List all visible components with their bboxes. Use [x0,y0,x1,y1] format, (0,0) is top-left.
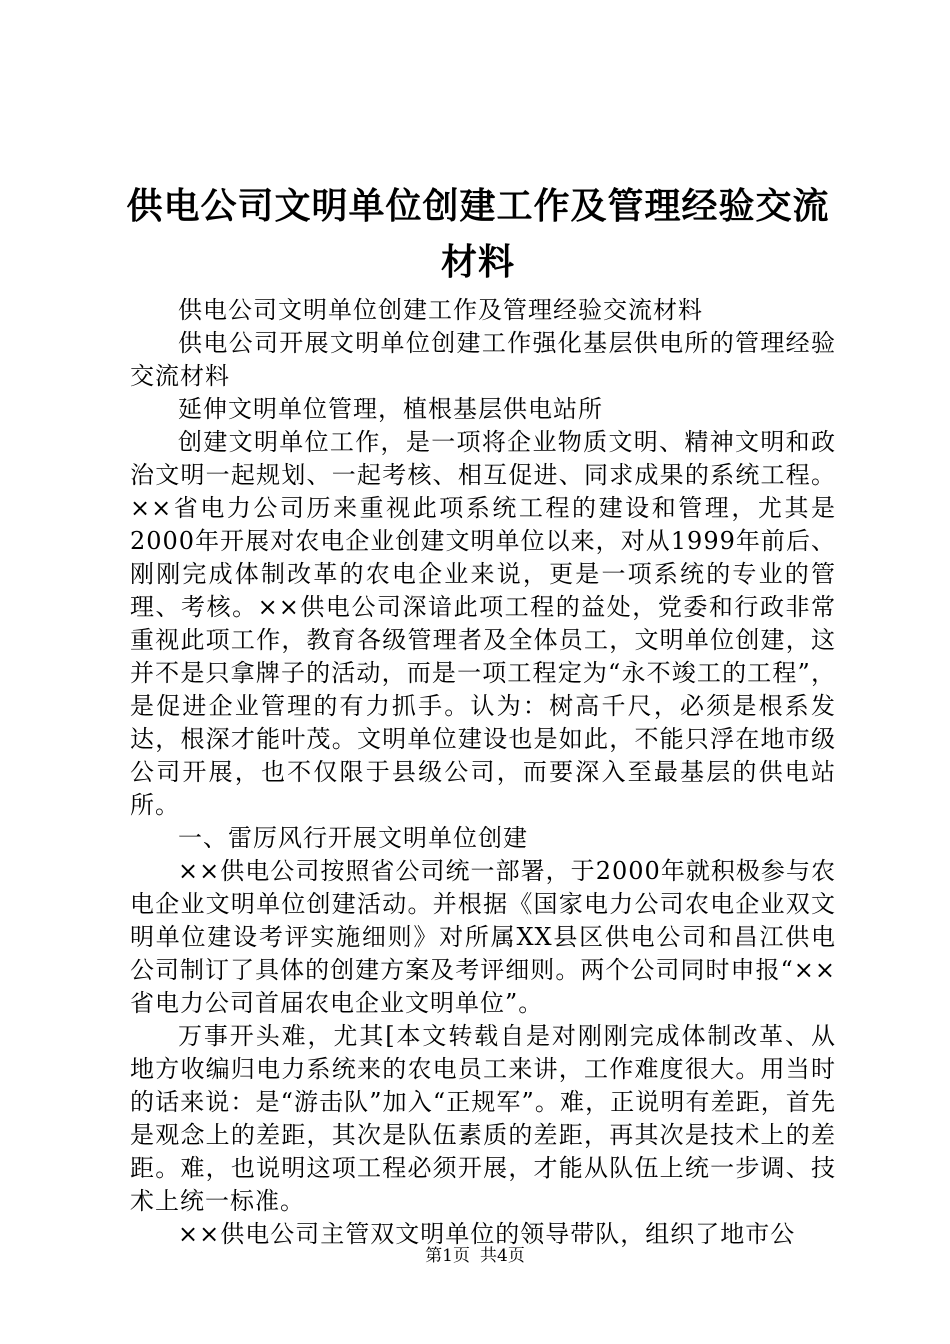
page-number: 第1页 [425,1246,470,1266]
page-total: 共4页 [480,1246,525,1266]
page-footer [0,1244,950,1268]
paragraph-continued: ××供电公司主管双文明单位的领导带队，组织了地市公 [178,1220,796,1248]
document-title: 供电公司文明单位创建工作及管理经验交流材料 [126,185,830,283]
paragraph-intro: 创建文明单位工作，是一项将企业物质文明、精神文明和政治文明一起规划、一起考核、相互促进、同求成果的系统工程。××省电力公司历来重视此项系统工程的建设和管理，尤其是2000年开展对农电企业创建文明单位以来，对从1999年前后、刚刚完成体制改革的农电企业来说，更是一项系统的专业的管理、考核。××供电公司深谙此项工程的益处，党委和行政非常重视此项工作，教育各级管理者及全体员工，文明单位创建，这并不是只拿牌子的活动，而是一项工程定为“永不竣工的工程”，是促进企业管理的有力抓手。认为：树高千尺，必须是根系发达，根深才能叶茂。文明单位建设也是如此，不能只浮在地市级公司开展，也不仅限于县级公司，而要深入至最基层的供电站所。 [130,428,836,819]
paragraph-alt-title: 供电公司开展文明单位创建工作强化基层供电所的管理经验交流材料 [130,329,836,390]
document-body [130,294,836,1251]
section-heading-1: 一、雷厉风行开展文明单位创建 [178,824,528,852]
paragraph-difficulty: 万事开头难，尤其[本文转载自是对刚刚完成体制改革、从地方收编归电力系统来的农电员工来讲，工作难度很大。用当时的话来说：是“游击队”加入“正规军”。难，正说明有差距，首先是观念上的差距，其次是队伍素质的差距，再其次是技术上的差距。难，也说明这项工程必须开展，才能从队伍上统一步调、技术上统一标准。 [130,1022,836,1215]
paragraph-section-1: ××供电公司按照省公司统一部署，于2000年就积极参与农电企业文明单位创建活动。并根据《国家电力公司农电企业双文明单位建设考评实施细则》对所属XX县区供电公司和昌江供电公司制订了具体的创建方案及考评细则。两个公司同时申报“××省电力公司首届农电企业文明单位”。 [130,857,836,1017]
paragraph-slogan: 延伸文明单位管理，植根基层供电站所 [178,395,603,423]
paragraph-subtitle: 供电公司文明单位创建工作及管理经验交流材料 [178,296,703,324]
